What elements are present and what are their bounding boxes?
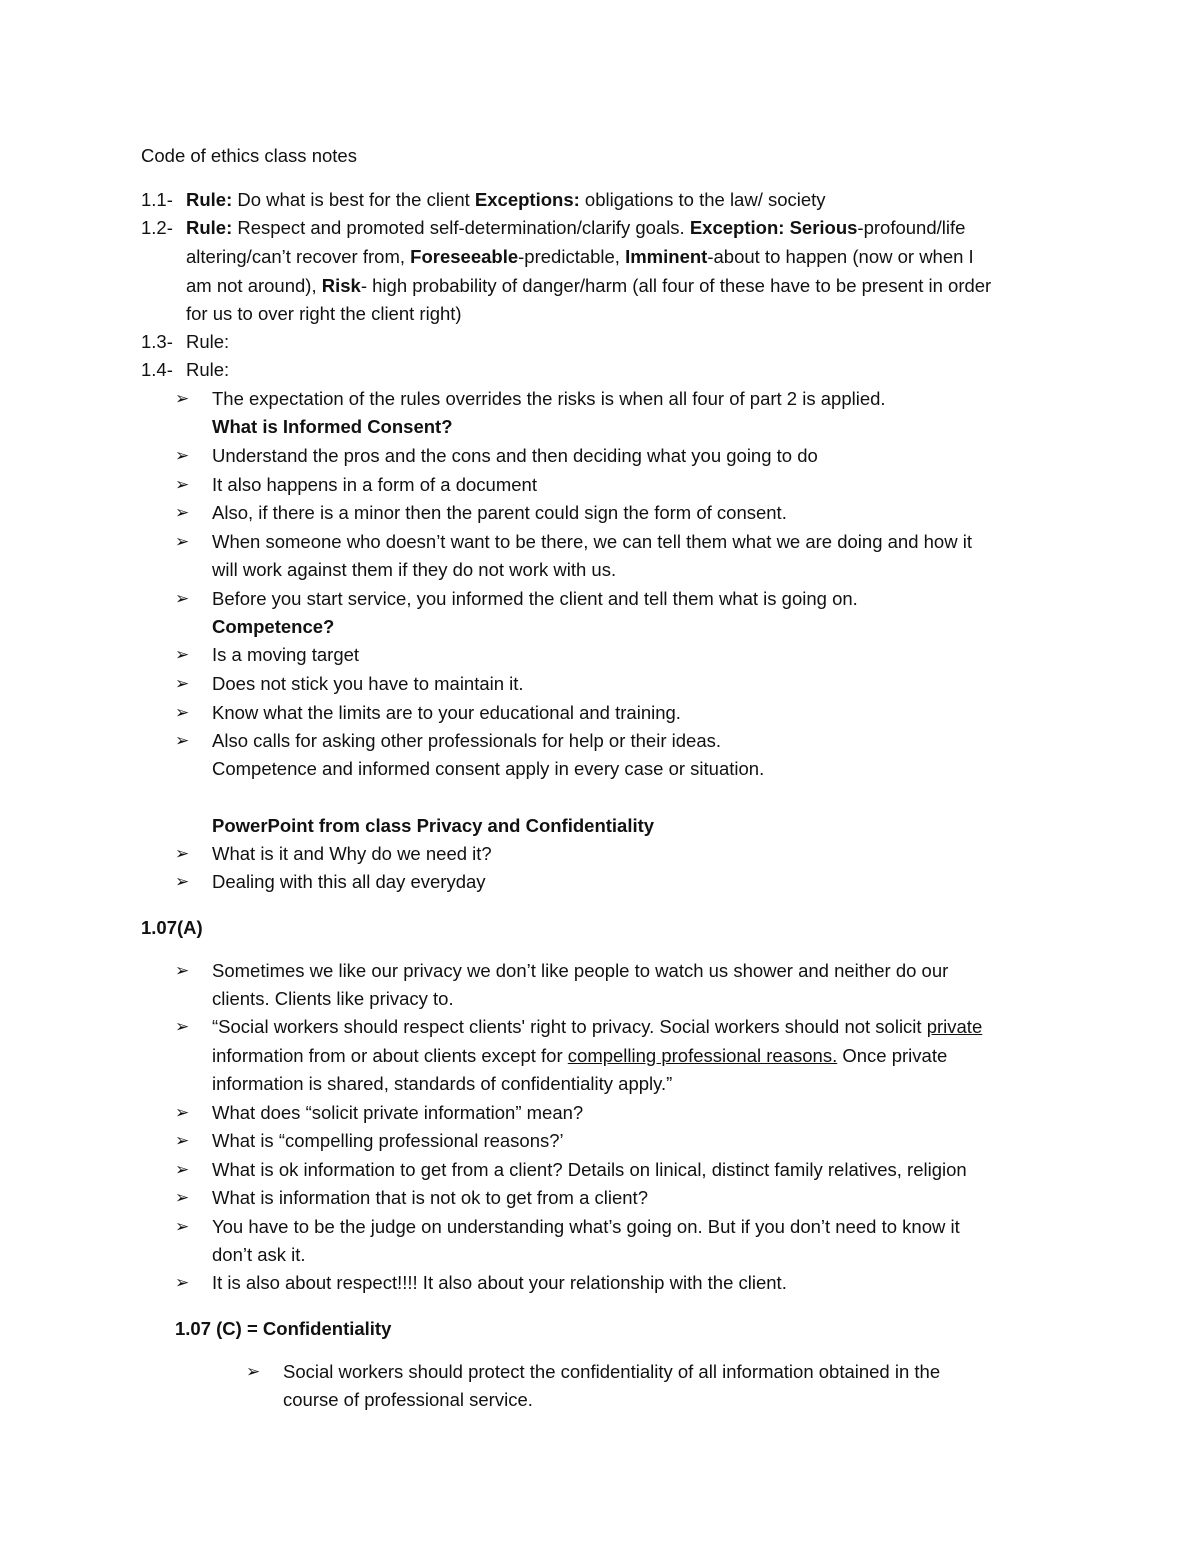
- bullet-arrow-icon: ➢: [175, 1103, 190, 1123]
- rule-1-3-number: 1.3-: [141, 331, 173, 352]
- list-item: What does “solicit private information” mean?: [212, 1102, 584, 1123]
- risk-label: Risk: [321, 275, 361, 296]
- list-item-continuation: don’t ask it.: [212, 1244, 306, 1265]
- list-item-continuation: will work against them if they do not work with us.: [212, 559, 617, 580]
- rule-label: Rule:: [186, 217, 233, 238]
- rule-text: Do what is best for the client: [237, 189, 470, 210]
- list-item: Know what the limits are to your educational and training.: [212, 702, 681, 723]
- bullet-arrow-icon: ➢: [175, 503, 190, 523]
- imminent-label: Imminent: [625, 246, 708, 267]
- list-item: What is information that is not ok to get from a client?: [212, 1187, 648, 1208]
- list-item: Before you start service, you informed the client and tell them what is going on.: [212, 588, 858, 609]
- competence-note: Competence and informed consent apply in every case or situation.: [212, 758, 765, 779]
- bullet-arrow-icon: ➢: [175, 703, 190, 723]
- bullet-arrow-icon: ➢: [175, 1188, 190, 1208]
- exception-label: Exception:: [689, 217, 785, 238]
- rule-1-2-line-1: [186, 216, 965, 240]
- list-item: Also calls for asking other professionals for help or their ideas.: [212, 730, 722, 751]
- rule-1-4-number: 1.4-: [141, 359, 173, 380]
- list-item: You have to be the judge on understanding what’s going on. But if you don’t need to know it: [212, 1216, 960, 1237]
- bullet-arrow-icon: ➢: [175, 475, 190, 495]
- bullet-arrow-icon: ➢: [175, 674, 190, 694]
- list-item: Does not stick you have to maintain it.: [212, 673, 524, 694]
- rule-text: Respect and promoted self-determination/clarify goals.: [237, 217, 685, 238]
- list-item: Sometimes we like our privacy we don’t like people to watch us shower and neither do our: [212, 960, 949, 981]
- rule-1-2-line-3: am not around), Risk- high probability of danger/harm (all four of these have to be present in order: [186, 275, 992, 296]
- rule-1-2-number: 1.2-: [141, 217, 173, 238]
- rule-1-3-text: Rule:: [186, 331, 230, 352]
- bullet-arrow-icon: ➢: [175, 532, 190, 552]
- quote-line-3: information is shared, standards of confidentiality apply.”: [212, 1073, 673, 1094]
- rule-1-2-line-2: altering/can’t recover from, Foreseeable-predictable, Imminent-about to happen (now or when I: [186, 246, 974, 267]
- bullet-arrow-icon: ➢: [246, 1362, 261, 1382]
- rule-1-4-text: Rule:: [186, 359, 230, 380]
- bullet-arrow-icon: ➢: [175, 389, 190, 409]
- bullet-arrow-icon: ➢: [175, 1131, 190, 1151]
- list-item: Understand the pros and the cons and then deciding what you going to do: [212, 445, 818, 466]
- list-item: What is “compelling professional reasons?’: [212, 1130, 564, 1151]
- quote-line-1: “Social workers should respect clients' right to privacy. Social workers should not solicit private: [212, 1016, 983, 1037]
- rule-1-2-line-4: for us to over right the client right): [186, 303, 462, 324]
- list-item: Social workers should protect the confidentiality of all information obtained in the: [283, 1361, 941, 1382]
- list-item: What is it and Why do we need it?: [212, 843, 492, 864]
- list-item: Is a moving target: [212, 644, 360, 665]
- list-item: What is ok information to get from a client? Details on linical, distinct family relatives, religion: [212, 1159, 967, 1180]
- serious-label: Serious: [789, 217, 858, 238]
- section-heading-107a: 1.07(A): [141, 917, 203, 938]
- quote-line-2: information from or about clients except for compelling professional reasons. Once private: [212, 1045, 948, 1066]
- list-item-continuation: clients. Clients like privacy to.: [212, 988, 454, 1009]
- bullet-arrow-icon: ➢: [175, 1273, 190, 1293]
- bullet-arrow-icon: ➢: [175, 589, 190, 609]
- list-item: The expectation of the rules overrides the risks is when all four of part 2 is applied.: [212, 388, 886, 409]
- rule-1-1-number: 1.1-: [141, 189, 173, 210]
- underlined-text: private: [926, 1016, 983, 1037]
- section-heading-107c: 1.07 (C) = Confidentiality: [175, 1318, 392, 1339]
- bullet-arrow-icon: ➢: [175, 872, 190, 892]
- rule-label: Rule:: [186, 189, 233, 210]
- list-item: When someone who doesn’t want to be there, we can tell them what we are doing and how it: [212, 531, 972, 552]
- list-item: It also happens in a form of a document: [212, 474, 537, 495]
- bullet-arrow-icon: ➢: [175, 446, 190, 466]
- bullet-arrow-icon: ➢: [175, 645, 190, 665]
- heading-competence: Competence?: [212, 616, 335, 637]
- heading-informed-consent: What is Informed Consent?: [212, 416, 453, 437]
- list-item-continuation: course of professional service.: [283, 1389, 533, 1410]
- rule-1-1-line: [186, 188, 826, 212]
- heading-powerpoint: PowerPoint from class Privacy and Confidentiality: [212, 815, 655, 836]
- list-item: It is also about respect!!!! It also about your relationship with the client.: [212, 1272, 787, 1293]
- bullet-arrow-icon: ➢: [175, 1017, 190, 1037]
- list-item: Also, if there is a minor then the parent could sign the form of consent.: [212, 502, 787, 523]
- bullet-arrow-icon: ➢: [175, 1217, 190, 1237]
- bullet-arrow-icon: ➢: [175, 961, 190, 981]
- foreseeable-label: Foreseeable: [410, 246, 519, 267]
- bullet-arrow-icon: ➢: [175, 731, 190, 751]
- page-title: Code of ethics class notes: [141, 145, 357, 166]
- exceptions-text: obligations to the law/ society: [584, 189, 826, 210]
- serious-text: -profound/life: [857, 217, 966, 238]
- bullet-arrow-icon: ➢: [175, 844, 190, 864]
- bullet-arrow-icon: ➢: [175, 1160, 190, 1180]
- list-item: Dealing with this all day everyday: [212, 871, 486, 892]
- exceptions-label: Exceptions:: [474, 189, 580, 210]
- underlined-text: compelling professional reasons.: [567, 1045, 838, 1066]
